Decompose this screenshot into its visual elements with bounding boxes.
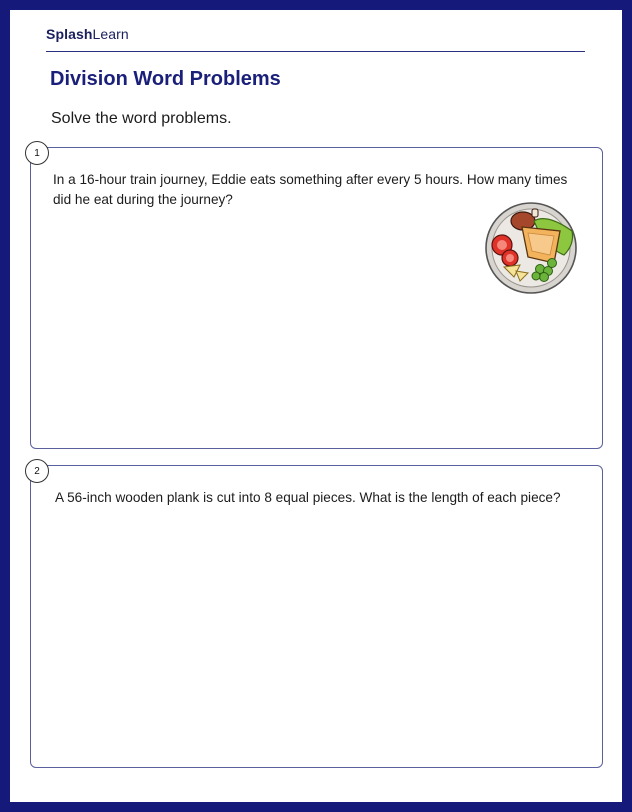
brand-logo xyxy=(46,26,129,42)
instructions: Solve the word problems. xyxy=(51,110,232,127)
question-text: In a 16-hour train journey, Eddie eats something after every 5 hours. How many times did he eat during the journey? xyxy=(53,172,568,207)
question-box-1[interactable] xyxy=(30,147,603,449)
brand-name-light: Learn xyxy=(92,26,129,42)
question-number-badge: 2 xyxy=(25,459,49,483)
question-number-badge: 1 xyxy=(25,141,49,165)
header-divider xyxy=(46,51,585,52)
question-text: A 56-inch wooden plank is cut into 8 equal pieces. What is the length of each piece? xyxy=(55,490,561,505)
question-box-2[interactable] xyxy=(30,465,603,768)
food-plate-icon xyxy=(484,201,578,295)
worksheet-page xyxy=(10,10,622,802)
page-title: Division Word Problems xyxy=(50,68,281,90)
brand-name-bold: Splash xyxy=(46,26,93,42)
